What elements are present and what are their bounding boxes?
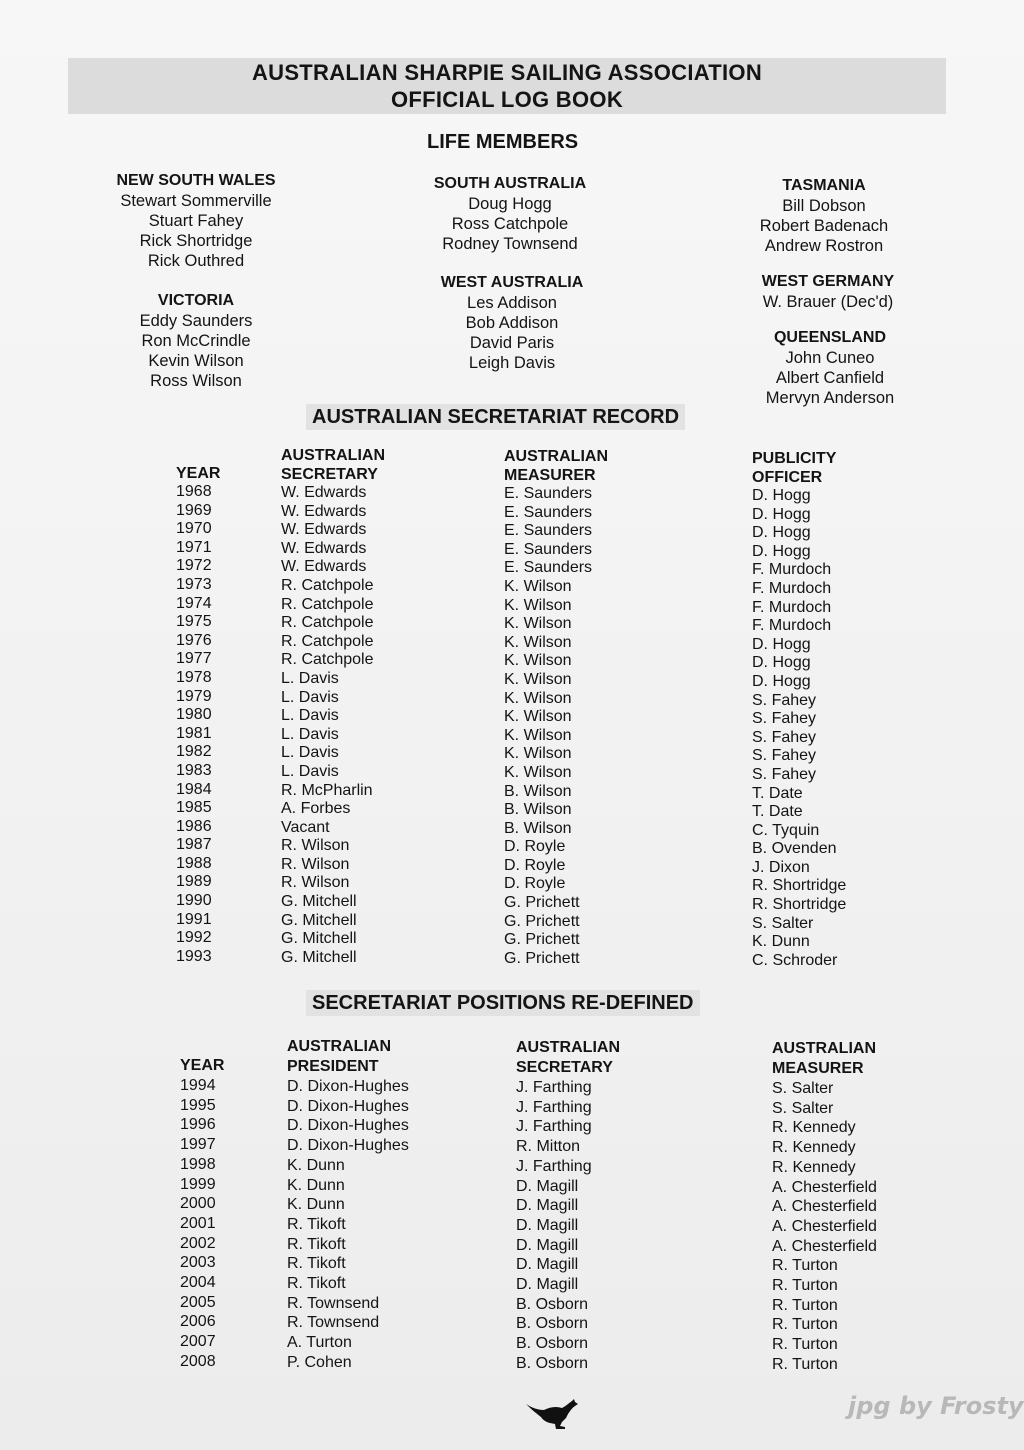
publicity-officer-cell: F. Murdoch [752, 598, 832, 616]
column-header: AUSTRALIAN [504, 448, 608, 465]
region-name: WEST GERMANY [761, 273, 895, 290]
year-cell: 1987 [176, 836, 212, 854]
member: Andrew Rostron [764, 237, 884, 255]
secretary-cell: J. Farthing [516, 1157, 592, 1175]
year-cell: 1977 [176, 650, 212, 668]
secretary-cell: G. Mitchell [281, 930, 357, 948]
year-cell: 1979 [176, 687, 212, 705]
secretary-cell: W. Edwards [281, 521, 367, 539]
secretary-cell: L. Davis [281, 707, 339, 725]
watermark: jpg by Frosty [848, 1392, 1024, 1420]
measurer-cell: S. Salter [772, 1099, 834, 1117]
measurer-cell: A. Chesterfield [772, 1178, 877, 1196]
president-cell: D. Dixon-Hughes [287, 1078, 409, 1095]
region-name: NEW SOUTH WALES [116, 172, 276, 189]
column-header: MEASURER [772, 1060, 864, 1077]
year-cell: 2005 [180, 1293, 216, 1311]
year-cell: 1992 [176, 929, 212, 947]
publicity-officer-cell: S. Fahey [752, 710, 817, 728]
measurer-cell: D. Royle [504, 856, 566, 874]
measurer-cell: E. Saunders [504, 540, 593, 558]
year-cell: 1985 [176, 799, 212, 817]
year-cell: 1974 [176, 594, 212, 612]
president-cell: R. Tikoft [287, 1215, 346, 1233]
column-header: SECRETARY [516, 1059, 613, 1076]
year-cell: 1999 [180, 1175, 216, 1193]
secretary-cell: Vacant [281, 818, 330, 836]
publicity-officer-cell: R. Shortridge [752, 896, 847, 914]
publicity-column [752, 449, 846, 970]
secretary-cell: A. Forbes [281, 800, 351, 818]
president-cell: A. Turton [287, 1334, 352, 1352]
publicity-officer-cell: D. Hogg [752, 672, 811, 690]
publicity-officer-cell: S. Fahey [752, 765, 817, 783]
secretary-cell: D. Magill [516, 1276, 579, 1294]
measurer-cell: K. Wilson [504, 615, 572, 633]
secretary-cell: R. McPharlin [281, 781, 373, 799]
region-west-australia [412, 273, 612, 373]
region-victoria [96, 291, 296, 391]
measurer-cell: K. Wilson [504, 726, 572, 744]
region-name: VICTORIA [157, 292, 235, 309]
measurer-cell: G. Prichett [504, 894, 580, 912]
measurer-cell: R. Kennedy [772, 1158, 856, 1176]
member: Ross Catchpole [451, 215, 569, 233]
secretary-cell: L. Davis [281, 688, 339, 706]
year-cell: 1983 [176, 761, 212, 779]
secretary-cell: R. Catchpole [281, 595, 374, 613]
year-cell: 1998 [180, 1155, 216, 1173]
secretary-cell: W. Edwards [281, 502, 367, 520]
column-header: AUSTRALIAN [772, 1040, 876, 1057]
measurer-cell: R. Turton [772, 1316, 838, 1334]
publicity-officer-cell: S. Fahey [752, 691, 817, 709]
president-cell: R. Tikoft [287, 1235, 346, 1253]
secretary-cell: J. Farthing [516, 1118, 592, 1136]
secretary-cell: R. Catchpole [281, 614, 374, 632]
measurer-column [504, 447, 608, 968]
secretary-cell: B. Osborn [516, 1354, 589, 1372]
year-cell: 1970 [176, 520, 212, 538]
president-cell: D. Dixon-Hughes [287, 1097, 409, 1115]
president-cell: R. Townsend [287, 1294, 380, 1312]
region-tasmania [724, 176, 924, 256]
publicity-officer-cell: S. Salter [752, 914, 814, 932]
member: Eddy Saunders [139, 312, 253, 330]
measurer-cell: K. Wilson [504, 708, 572, 726]
member: Mervyn Anderson [765, 389, 895, 407]
year-cell: 1980 [176, 706, 212, 724]
year-cell: 1990 [176, 892, 212, 910]
document-title: AUSTRALIAN SHARPIE SAILING ASSOCIATION [251, 60, 763, 85]
secretary-cell: R. Wilson [281, 874, 350, 892]
document-subtitle: OFFICIAL LOG BOOK [390, 87, 624, 112]
column-header: SECRETARY [281, 466, 378, 483]
secretary-cell: R. Catchpole [281, 576, 374, 594]
year-cell: 1989 [176, 873, 212, 891]
year-cell: 1995 [180, 1096, 216, 1114]
member: W. Brauer (Dec'd) [762, 293, 894, 311]
year-cell: 1997 [180, 1136, 216, 1154]
president-cell: R. Tikoft [287, 1255, 346, 1273]
region-west-germany [728, 272, 928, 312]
year-column [176, 464, 220, 966]
year-cell: 1968 [176, 483, 212, 500]
member: Stuart Fahey [148, 212, 244, 230]
year-column-2 [180, 1056, 224, 1372]
measurer-cell: A. Chesterfield [772, 1237, 877, 1255]
measurer-cell: E. Saunders [504, 485, 593, 502]
secretary-cell: R. Catchpole [281, 632, 374, 650]
publicity-officer-cell: C. Schroder [752, 951, 838, 969]
secretary-cell: R. Wilson [281, 855, 350, 873]
measurer-cell: K. Wilson [504, 652, 572, 670]
secretary-cell: W. Edwards [281, 539, 367, 557]
section-title-text: SECRETARIAT POSITIONS RE-DEFINED [306, 990, 700, 1016]
publicity-officer-cell: D. Hogg [752, 487, 811, 504]
measurer-cell: K. Wilson [504, 745, 572, 763]
secretary-cell: B. Osborn [516, 1335, 589, 1353]
secretary-cell: R. Catchpole [281, 651, 374, 669]
column-header: YEAR [176, 465, 221, 482]
measurer-cell: R. Turton [772, 1296, 838, 1314]
column-header: PUBLICITY [752, 450, 837, 467]
secretary-cell: D. Magill [516, 1177, 579, 1195]
year-cell: 1975 [176, 613, 212, 631]
year-cell: 1993 [176, 947, 212, 965]
president-cell: K. Dunn [287, 1176, 345, 1194]
member: Rick Shortridge [139, 232, 253, 250]
secretary-cell: L. Davis [281, 762, 339, 780]
region-name: QUEENSLAND [773, 329, 886, 346]
measurer-cell: R. Turton [772, 1355, 838, 1373]
region-name: SOUTH AUSTRALIA [433, 175, 587, 192]
member: Robert Badenach [759, 217, 889, 235]
president-cell: K. Dunn [287, 1156, 345, 1174]
secretary-cell: G. Mitchell [281, 893, 357, 911]
column-header: YEAR [180, 1057, 225, 1074]
year-cell: 2008 [180, 1352, 216, 1370]
measurer-cell: G. Prichett [504, 912, 580, 930]
column-header: AUSTRALIAN [287, 1038, 391, 1055]
measurer-cell: R. Turton [772, 1277, 838, 1295]
year-cell: 2002 [180, 1234, 216, 1252]
column-header: AUSTRALIAN [281, 447, 385, 464]
publicity-officer-cell: C. Tyquin [752, 821, 820, 839]
president-cell: D. Dixon-Hughes [287, 1117, 409, 1135]
year-cell: 2007 [180, 1333, 216, 1351]
president-cell: K. Dunn [287, 1196, 345, 1214]
year-cell: 1976 [176, 631, 212, 649]
year-cell: 1994 [180, 1077, 216, 1094]
measurer-cell: K. Wilson [504, 763, 572, 781]
measurer-cell: G. Prichett [504, 931, 580, 949]
year-cell: 1978 [176, 668, 212, 686]
year-cell: 2006 [180, 1313, 216, 1331]
publicity-officer-cell: S. Fahey [752, 747, 817, 765]
secretary-cell: B. Osborn [516, 1315, 589, 1333]
publicity-officer-cell: B. Ovenden [752, 840, 837, 858]
member: Bob Addison [465, 314, 559, 332]
region-name: WEST AUSTRALIA [440, 274, 584, 291]
member: Doug Hogg [468, 195, 552, 213]
measurer-cell: B. Wilson [504, 819, 572, 837]
kangaroo-icon [522, 1396, 582, 1430]
year-cell: 2001 [180, 1214, 216, 1232]
secretary-cell: D. Magill [516, 1256, 579, 1274]
publicity-officer-cell: D. Hogg [752, 654, 811, 672]
member: Ron McCrindle [141, 332, 251, 350]
region-new-south-wales [96, 171, 296, 271]
year-cell: 1996 [180, 1116, 216, 1134]
measurer-cell: R. Turton [772, 1257, 838, 1275]
year-cell: 2000 [180, 1195, 216, 1213]
secretary-cell: L. Davis [281, 744, 339, 762]
member: Rodney Townsend [442, 235, 578, 253]
secretary-cell: L. Davis [281, 725, 339, 743]
secretary-cell: L. Davis [281, 669, 339, 687]
member: Ross Wilson [150, 372, 242, 390]
year-cell: 1986 [176, 817, 212, 835]
measurer-cell: R. Kennedy [772, 1139, 856, 1157]
publicity-officer-cell: T. Date [752, 784, 803, 802]
year-cell: 1984 [176, 780, 212, 798]
member: Kevin Wilson [148, 352, 244, 370]
publicity-officer-cell: S. Fahey [752, 728, 817, 746]
secretary-cell: W. Edwards [281, 484, 367, 501]
measurer-cell: R. Turton [772, 1336, 838, 1354]
column-header: MEASURER [504, 467, 596, 484]
publicity-officer-cell: D. Hogg [752, 505, 811, 523]
measurer-cell: B. Wilson [504, 801, 572, 819]
member: Bill Dobson [782, 197, 866, 215]
member: David Paris [469, 334, 555, 352]
region-queensland [730, 328, 930, 408]
year-cell: 1991 [176, 910, 212, 928]
secretary-cell: R. Wilson [281, 837, 350, 855]
measurer-cell: D. Royle [504, 875, 566, 893]
measurer-cell: K. Wilson [504, 596, 572, 614]
measurer-cell: E. Saunders [504, 522, 593, 540]
publicity-officer-cell: D. Hogg [752, 635, 811, 653]
measurer-cell: E. Saunders [504, 503, 593, 521]
member: Rick Outhred [147, 252, 245, 270]
measurer-cell: G. Prichett [504, 949, 580, 967]
publicity-officer-cell: F. Murdoch [752, 617, 832, 635]
member: Albert Canfield [775, 369, 885, 387]
member: Leigh Davis [468, 354, 556, 372]
president-cell: R. Townsend [287, 1314, 380, 1332]
region-name: TASMANIA [782, 177, 866, 194]
measurer-cell: K. Wilson [504, 577, 572, 595]
year-cell: 1972 [176, 557, 212, 575]
year-cell: 1981 [176, 724, 212, 742]
secretary-cell: W. Edwards [281, 558, 367, 576]
column-header: OFFICER [752, 469, 823, 486]
measurer-column-2 [772, 1039, 877, 1375]
measurer-cell: B. Wilson [504, 782, 572, 800]
measurer-cell: D. Royle [504, 838, 566, 856]
secretary-column-2 [516, 1038, 620, 1374]
region-south-australia [410, 174, 610, 254]
president-column [287, 1037, 409, 1373]
year-cell: 1969 [176, 501, 212, 519]
measurer-cell: E. Saunders [504, 559, 593, 577]
secretary-cell: J. Farthing [516, 1098, 592, 1116]
measurer-cell: K. Wilson [504, 633, 572, 651]
measurer-cell: S. Salter [772, 1080, 834, 1097]
member: Les Addison [467, 294, 557, 312]
publicity-officer-cell: D. Hogg [752, 542, 811, 560]
column-header: PRESIDENT [287, 1058, 379, 1075]
section-title-text: AUSTRALIAN SECRETARIAT RECORD [306, 404, 685, 430]
secretary-column [281, 446, 385, 967]
secretariat-record-title [306, 406, 685, 429]
year-cell: 1973 [176, 575, 212, 593]
year-cell: 1982 [176, 743, 212, 761]
member: John Cuneo [785, 349, 875, 367]
president-cell: R. Tikoft [287, 1275, 346, 1293]
secretary-cell: R. Mitton [516, 1138, 581, 1156]
president-cell: D. Dixon-Hughes [287, 1137, 409, 1155]
life-members-title: LIFE MEMBERS [427, 131, 579, 153]
publicity-officer-cell: T. Date [752, 803, 803, 821]
publicity-officer-cell: F. Murdoch [752, 579, 832, 597]
year-cell: 2003 [180, 1254, 216, 1272]
positions-redefined-title [306, 992, 700, 1015]
measurer-cell: R. Kennedy [772, 1119, 856, 1137]
year-cell: 1971 [176, 538, 212, 556]
measurer-cell: A. Chesterfield [772, 1217, 877, 1235]
secretary-cell: D. Magill [516, 1236, 579, 1254]
publicity-officer-cell: D. Hogg [752, 524, 811, 542]
year-cell: 1988 [176, 854, 212, 872]
publicity-officer-cell: R. Shortridge [752, 877, 847, 895]
secretary-cell: G. Mitchell [281, 911, 357, 929]
secretary-cell: D. Magill [516, 1216, 579, 1234]
year-cell: 2004 [180, 1274, 216, 1292]
secretary-cell: G. Mitchell [281, 948, 357, 966]
secretary-cell: B. Osborn [516, 1295, 589, 1313]
publicity-officer-cell: K. Dunn [752, 933, 810, 951]
measurer-cell: K. Wilson [504, 689, 572, 707]
member: Stewart Sommerville [120, 192, 272, 210]
president-cell: P. Cohen [287, 1353, 352, 1371]
publicity-officer-cell: J. Dixon [752, 858, 810, 876]
secretary-cell: J. Farthing [516, 1079, 592, 1096]
column-header: AUSTRALIAN [516, 1039, 620, 1056]
measurer-cell: K. Wilson [504, 670, 572, 688]
measurer-cell: A. Chesterfield [772, 1198, 877, 1216]
secretary-cell: D. Magill [516, 1197, 579, 1215]
publicity-officer-cell: F. Murdoch [752, 561, 832, 579]
